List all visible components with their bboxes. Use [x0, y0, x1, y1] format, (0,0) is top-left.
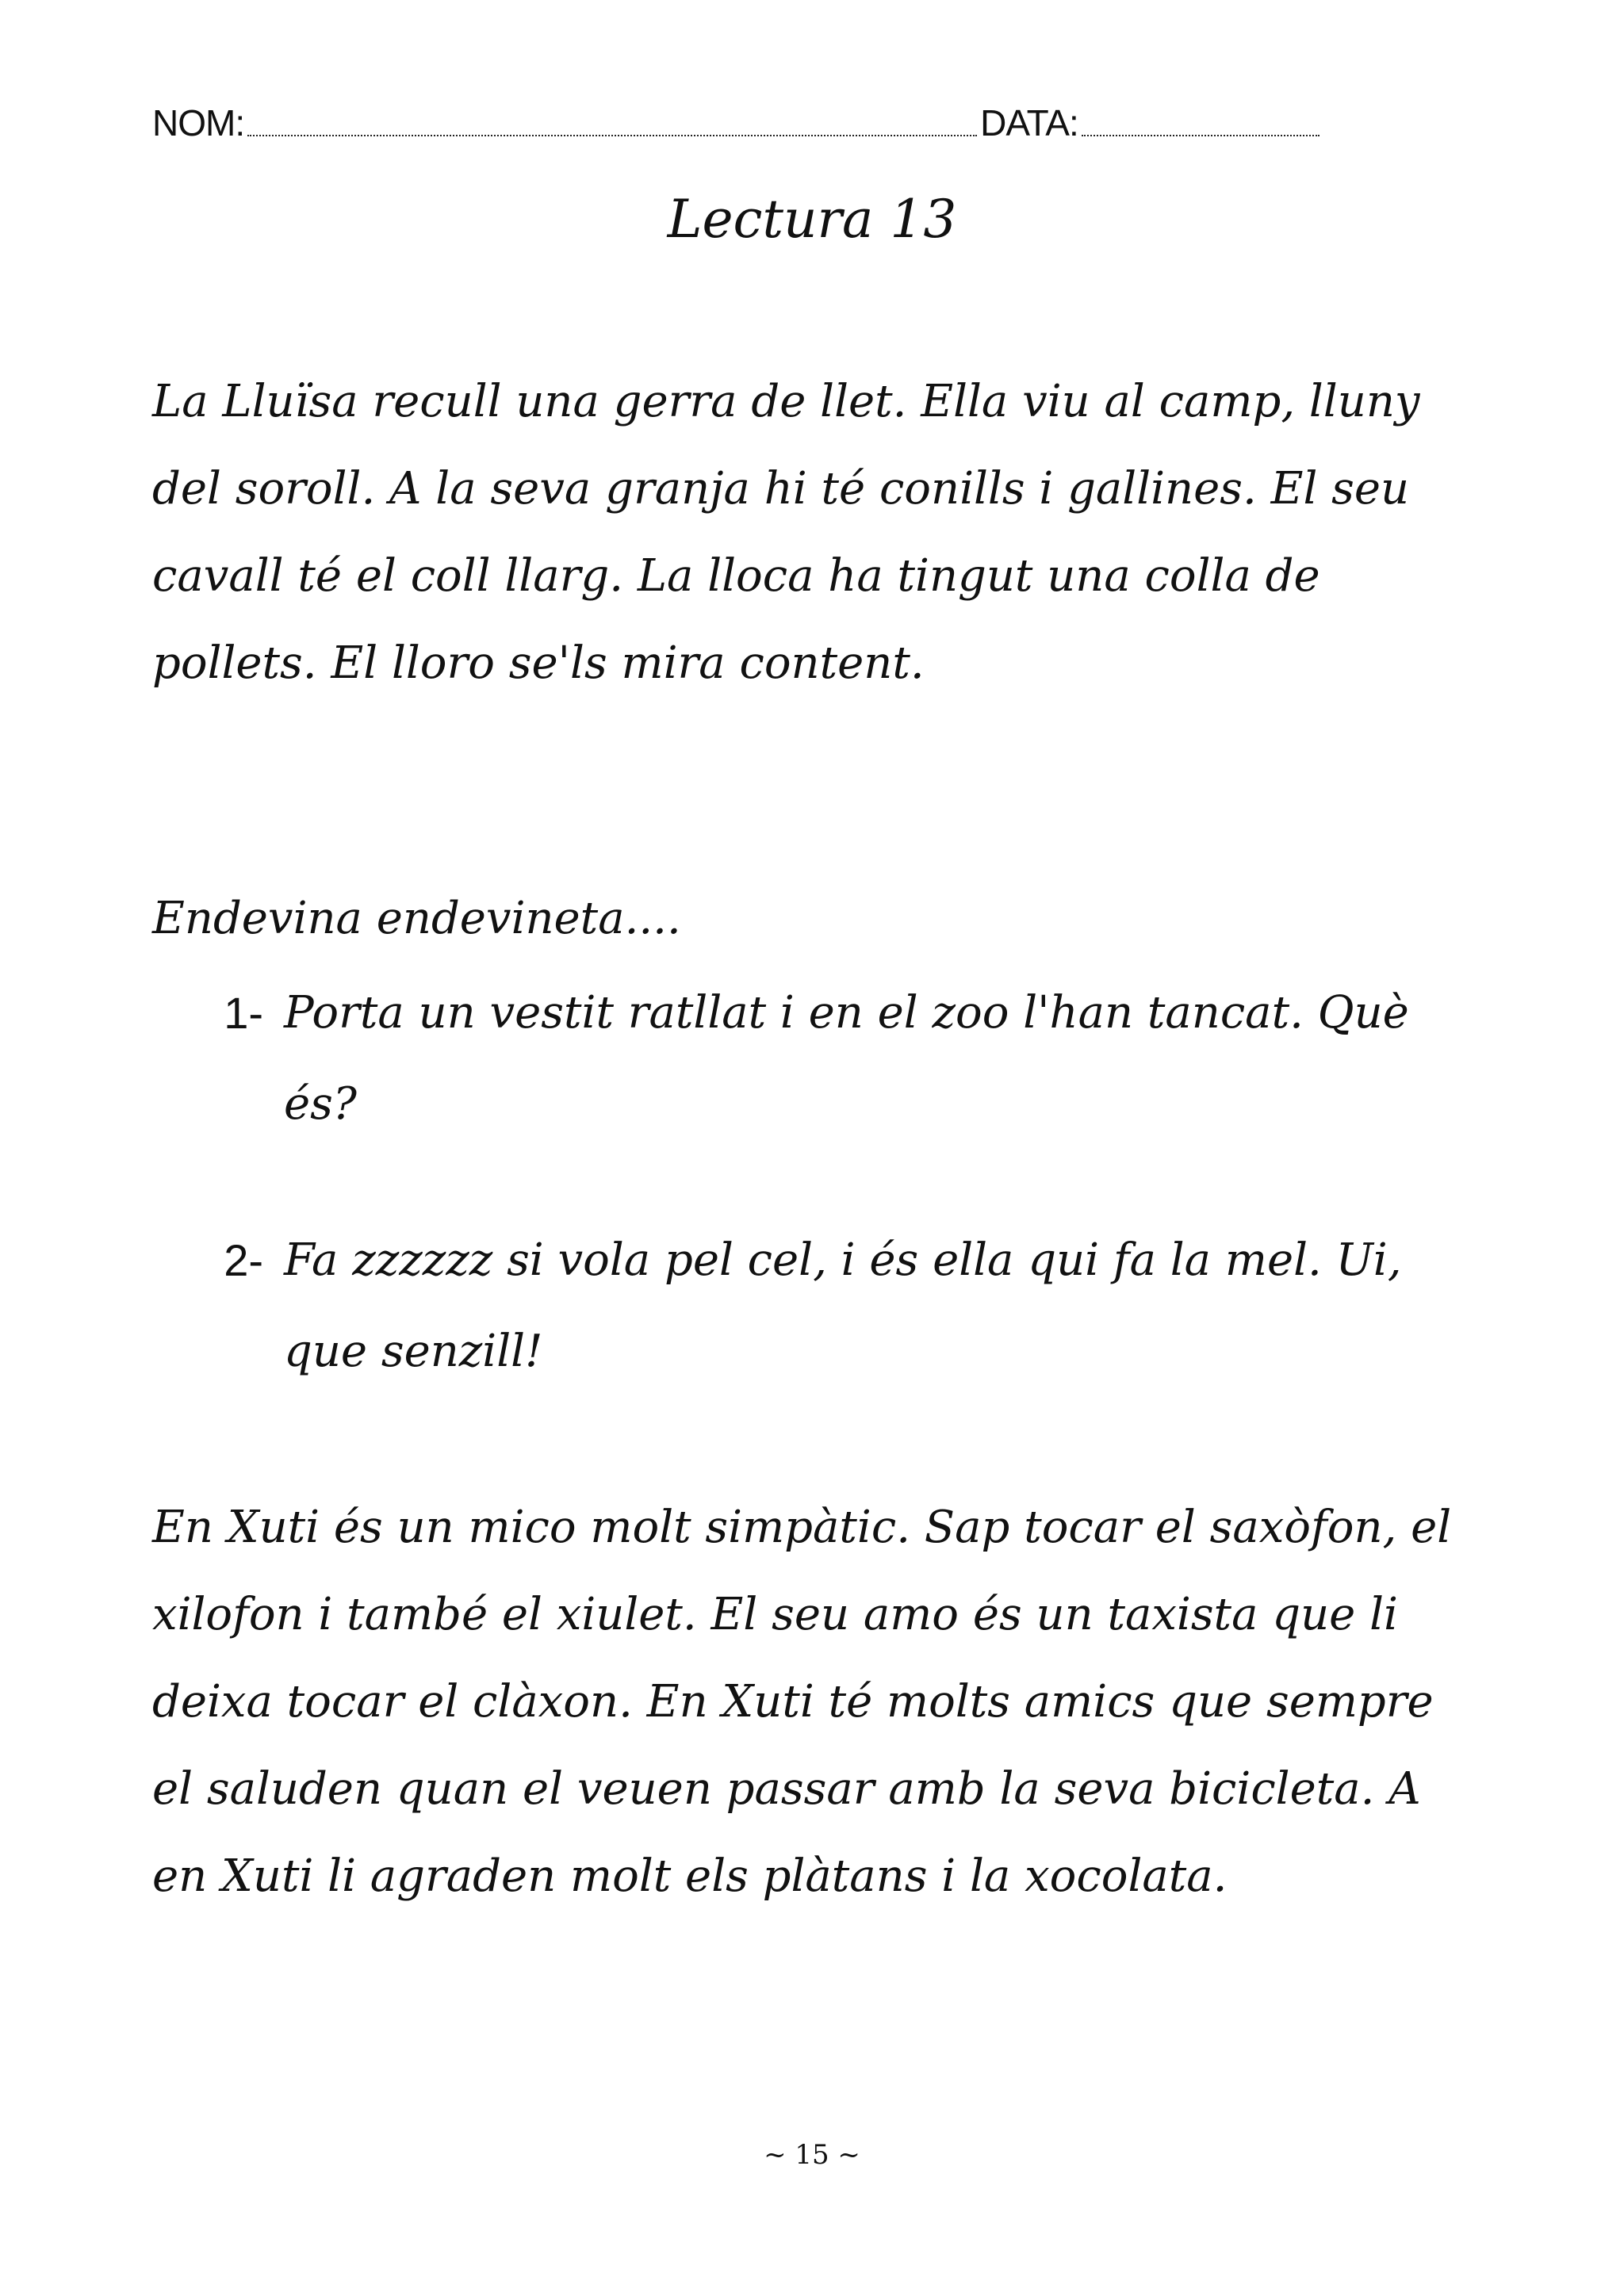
- header-fields: [152, 97, 1326, 144]
- date-field[interactable]: [1082, 135, 1320, 136]
- date-label: DATA:: [980, 102, 1078, 144]
- reading-paragraph-2: En Xuti és un mico molt simpàtic. Sap tocar el saxòfon, el xilofon i també el xiulet. El seu amo és un taxista que li deixa tocar el clàxon. En Xuti té molts amics que sempre el saluden quan el veuen passar amb la seva bicicleta. A en Xuti li agraden molt els plàtans i la xocolata.: [152, 1502, 1452, 1902]
- riddle-item: [152, 967, 1484, 1150]
- riddle-text: Fa zzzzzz si vola pel cel, i és ella qui fa la mel. Ui, que senzill!: [284, 1234, 1402, 1377]
- riddle-number: 1-: [224, 988, 263, 1038]
- riddle-number: 2-: [224, 1235, 263, 1285]
- riddles-intro: Endevina endevineta....: [152, 893, 681, 944]
- page-number: ~ 15 ~: [764, 2139, 860, 2171]
- page-title: Lectura 13: [667, 189, 957, 250]
- name-field[interactable]: [247, 135, 977, 136]
- name-label: NOM:: [152, 102, 245, 144]
- reading-paragraph-1: La Lluïsa recull una gerra de llet. Ella viu al camp, lluny del soroll. A la seva granja hi té conills i gallines. El seu cavall té el coll llarg. La lloca ha tingut una colla de pollets. El lloro se'ls mira content.: [152, 376, 1420, 689]
- riddle-text: Porta un vestit ratllat i en el zoo l'han tancat. Què és?: [284, 987, 1409, 1130]
- riddle-item: [152, 1215, 1484, 1397]
